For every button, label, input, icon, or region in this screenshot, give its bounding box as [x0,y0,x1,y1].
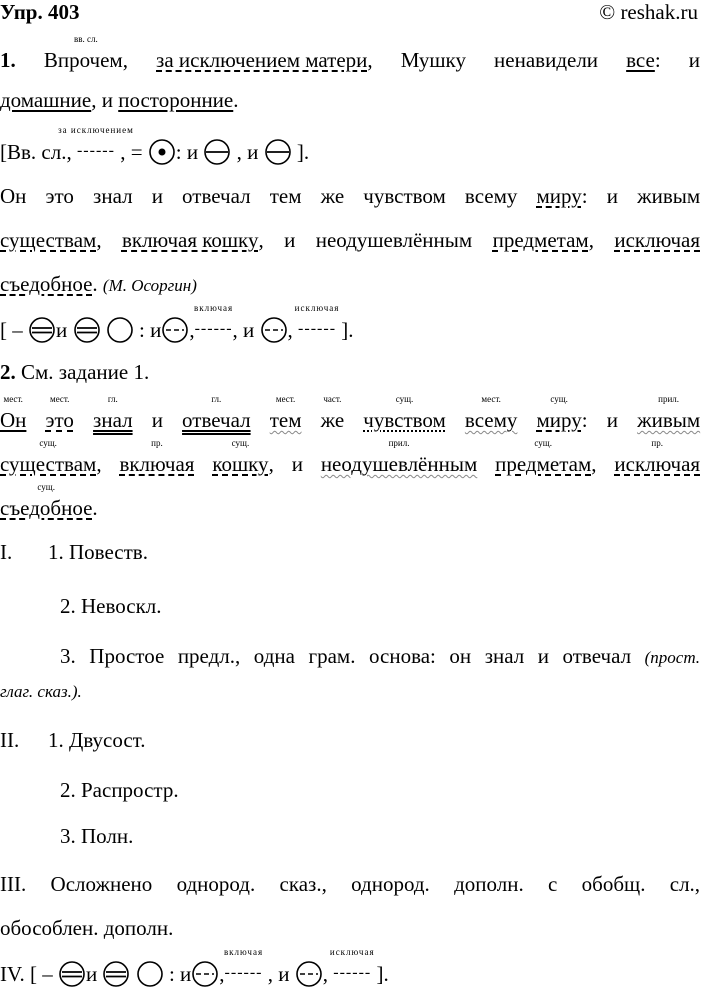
text-line [0,394,701,432]
word-text: и [151,184,163,208]
annotation-label: сущ. [231,438,250,448]
text-line [0,540,700,564]
word [0,228,96,252]
word [152,408,163,432]
word-text: существам [0,228,97,252]
scheme-line-circle-icon [264,138,292,171]
word-text: и [284,228,296,252]
word [369,644,436,668]
word [0,140,72,164]
annotation-label: мест. [50,394,70,404]
word-text: сл., [669,872,701,896]
word [341,318,353,342]
annotation-label: сущ. [534,438,552,448]
text-line [0,272,700,298]
word [316,228,472,252]
annotation-label: вв. сл. [74,34,98,44]
word-text: отвечал [182,184,251,208]
word-text: , и [236,140,259,165]
word [464,394,518,432]
word [21,360,149,384]
scheme-double-circle-icon [28,316,56,349]
word-text: живым [637,184,701,208]
word-text: , [219,962,225,987]
word-text: он [449,644,472,668]
annotation-label: исключая [294,303,340,314]
word [92,496,97,520]
word-text: 1. Повеств. [48,540,148,564]
word [637,184,700,208]
text-line [0,34,700,72]
annotation-label: сущ. [37,482,55,492]
word-text: миру [536,408,582,432]
word [56,318,67,342]
word [614,438,701,476]
word-text: чувством [363,184,446,208]
word-text: , [588,228,594,252]
word-text: основа: [368,644,436,668]
word [494,48,598,72]
word-text: миру [536,184,582,208]
annotation-label: прил. [388,438,410,448]
word-text: отвечал [182,408,251,432]
word-text: Простое [89,644,165,668]
word [655,48,661,72]
word-text: предл., [177,644,241,668]
word [454,872,524,896]
word [582,408,588,432]
word-text: ]. [341,318,354,343]
word [284,228,295,252]
word [0,318,23,342]
word-text: отвечал [562,644,632,668]
word-text: исключая [614,452,701,476]
word-text: и [537,644,549,668]
word [0,540,12,564]
annotation-label: включая [193,303,234,314]
word [637,394,701,432]
word-text: 2. Распростр. [60,778,179,802]
annotation-label: гл. [107,394,118,404]
word-text: домашние [0,88,92,112]
word-text: 2. Невоскл. [60,594,162,618]
text-line [0,916,700,940]
word [152,184,163,208]
word [233,318,255,342]
word-text: посторонние [118,88,234,112]
word [233,88,238,112]
word [96,228,101,252]
word-text: I. [0,540,13,564]
text-line [0,228,700,252]
word [169,962,191,986]
scheme-double-circle-icon [73,316,101,349]
word [0,88,91,112]
word-text: и [291,452,303,476]
word [0,962,53,986]
word [0,438,97,476]
text-line [0,360,700,384]
word [323,962,328,986]
word-text: одна [253,644,295,668]
word [689,48,700,72]
word-text: с [548,872,558,896]
word-text: и [151,408,163,432]
exercise-title: Упр. 403 [0,0,80,24]
text-line [0,947,700,993]
word [0,916,173,940]
word-text: 3. [60,644,76,668]
word-text: : и [175,140,199,165]
word-text: знал [93,184,133,208]
word [465,184,517,208]
text-line [60,644,700,670]
annotation-label: пр. [651,438,664,448]
word-text: : [581,408,588,432]
word [607,408,618,432]
scheme-dashed-member: ------ включая [193,303,234,338]
word-text: съедобное [0,272,93,296]
word-text: живым [637,408,701,432]
word [614,228,700,252]
word [103,274,197,298]
text-line [0,303,700,349]
word-text: См. задание 1. [21,360,150,384]
word-text: 3. Полн. [60,824,134,848]
word-text: , = [120,140,143,165]
word [582,184,588,208]
text-line [0,678,700,704]
word-text: знал [93,408,133,432]
word-text: Он [0,408,27,432]
word [182,394,251,432]
word [60,824,133,848]
word [0,680,82,704]
word-text: неодушевлённым [320,452,478,476]
word-text: 1. Двусост. [48,728,146,752]
word [493,228,589,252]
word [51,872,153,896]
word-text: , [258,228,264,252]
annotation-label: сущ. [395,394,414,404]
word-text: IV. [ – [0,962,53,987]
scheme-dashed-member: ------ за исключением [58,125,134,160]
scheme-line-circle-icon [203,138,231,171]
word-text: II. [0,728,20,752]
word [96,452,101,476]
word [563,644,632,668]
word [548,872,557,896]
word [118,88,233,112]
word-text: это [45,184,74,208]
annotation-label: сущ. [550,394,568,404]
word [363,184,446,208]
word [43,34,128,72]
annotation-label: мест. [481,394,501,404]
word-text: (прост. [644,648,701,667]
word-text: . [92,272,98,296]
word [401,48,466,72]
word-text: и [56,318,68,343]
word-text: III. [0,872,27,896]
word-text: однород. [176,872,256,896]
word [48,540,148,564]
word [351,872,430,896]
word [0,482,93,520]
word [91,88,96,112]
word-text: грам. [308,644,356,668]
scheme-dashed-member: ------ включая [223,947,264,982]
word-text: . [92,496,98,520]
word [156,48,367,72]
word-text: , [591,452,597,476]
word-text: и [85,962,98,987]
word [89,644,164,668]
word-text: , [322,962,328,987]
word-text: тем [269,184,302,208]
scheme-dashed-circle-icon [260,316,288,349]
copyright: © reshak.ru [599,0,698,24]
annotation-label: исключая [329,947,375,958]
word-text: чувством [363,408,446,432]
word-text: ]. [376,962,389,987]
scheme-dot-circle-icon [148,138,176,171]
word-text: тем [269,408,302,432]
word [0,272,92,296]
annotation-label: част. [323,394,342,404]
word [269,452,274,476]
word [363,394,446,432]
word-text: : и [139,318,162,343]
word-text: всему [464,184,518,208]
word-text: неодушевлённым [315,228,473,252]
annotation-label: прил. [658,394,680,404]
word-text: исключая [614,228,701,252]
word [60,594,162,618]
word-text: [Вв. сл., [0,140,72,165]
annotation-label: за исключением [58,125,134,136]
word [292,452,303,476]
word [46,184,74,208]
word-text: и [606,184,618,208]
word-text: , [96,228,102,252]
word-text: 2. [0,360,16,384]
word-text: и [101,88,113,112]
scheme-dashed-circle-icon [161,316,189,349]
word-text: это [45,408,74,432]
page-header [0,0,700,24]
word [376,962,388,986]
word-text: дополн. [454,872,524,896]
word-text: съедобное [0,496,93,520]
annotation-label: гл. [211,394,222,404]
word [139,318,161,342]
annotation-label: мест. [275,394,296,404]
word [308,644,355,668]
word [537,184,582,208]
word-text: предметам [492,228,589,252]
word [0,360,16,384]
text-line [0,438,701,476]
word [536,394,582,432]
word-text: за исключением матери [156,48,368,72]
scheme-empty-circle-icon [106,316,134,349]
annotation-label: включая [223,947,264,958]
word [670,872,700,896]
word [93,394,133,432]
word [178,644,240,668]
scheme-dashed-circle-icon [295,960,323,993]
word-text: , [189,318,195,343]
word [60,778,179,802]
scheme-dashed-member: ------ исключая [294,303,340,338]
word-text: же [320,408,345,432]
word [60,644,76,668]
word [626,48,655,72]
word [589,228,594,252]
word [0,394,27,432]
text-line [0,482,700,520]
word [45,394,74,432]
word-text: . [233,88,239,112]
text-line [0,872,700,896]
word [93,184,133,208]
word-text: : [654,48,661,72]
word [268,962,290,986]
word-text: , и [267,962,290,987]
text-line [0,125,700,171]
text-line [0,728,700,752]
word [86,962,97,986]
word-text: сказ., [279,872,327,896]
word-text: все [626,48,655,72]
word [0,872,26,896]
word-text: : и [168,962,192,987]
word [485,644,525,668]
word-text: Он [0,184,27,208]
word [254,644,295,668]
word-text: , [268,452,274,476]
word [237,140,259,164]
word [320,438,478,476]
word-text: однород. [351,872,430,896]
word-text: знал [484,644,525,668]
annotation-label: сущ. [39,438,57,448]
word [0,48,16,72]
word [176,140,198,164]
word-text: всему [464,408,518,432]
word [102,88,113,112]
annotation-label: мест. [3,394,23,404]
word-text: ]. [296,140,310,165]
word [495,438,592,476]
word-text: ненавидели [494,48,599,72]
word [177,872,256,896]
word [591,452,596,476]
scheme-empty-circle-icon [136,960,164,993]
word-text: и [606,408,618,432]
text-line [0,88,700,112]
word-text: включая кошку [121,228,259,252]
word [320,394,345,432]
word [212,438,269,476]
word-text: же [320,184,345,208]
word [321,184,345,208]
text-line [0,184,700,208]
word-text: 1. [0,48,16,72]
word-text: включая [119,452,195,476]
word [0,728,19,752]
scheme-dashed-member: ------ исключая [329,947,375,982]
word [582,872,646,896]
word [288,318,293,342]
word-text: существам [0,452,97,476]
word [607,184,618,208]
word-text: Впрочем, [43,48,128,72]
word-text: [ – [0,318,23,343]
word [297,140,309,164]
word [270,184,302,208]
scheme-dashed-circle-icon [191,960,219,993]
word [645,646,700,670]
word-text: кошку [212,452,269,476]
word [258,228,263,252]
word [119,438,195,476]
word-text: , [91,88,97,112]
scheme-double-circle-icon [102,960,130,993]
word [367,48,372,72]
word [280,872,327,896]
word [449,644,471,668]
word [0,184,26,208]
word [269,394,302,432]
word [92,272,97,296]
word-text: глаг. сказ.). [0,682,82,701]
word-text: Мушку [400,48,466,72]
word [538,644,549,668]
word-text: , [367,48,373,72]
word [122,228,259,252]
word [48,728,146,752]
word-text: Осложнено [50,872,153,896]
annotation-label: пр. [151,438,163,448]
word-text: предметам [495,452,592,476]
word [182,184,251,208]
word-text: , [287,318,293,343]
word-text: , и [232,318,255,343]
word-text: : [581,184,588,208]
word-text: и [688,48,700,72]
word-text: , [96,452,102,476]
word-text: обособлен. дополн. [0,916,174,940]
scheme-double-circle-icon [58,960,86,993]
word [120,140,142,164]
word-text: (М. Осоргин) [102,276,197,295]
word-text: обобщ. [581,872,646,896]
